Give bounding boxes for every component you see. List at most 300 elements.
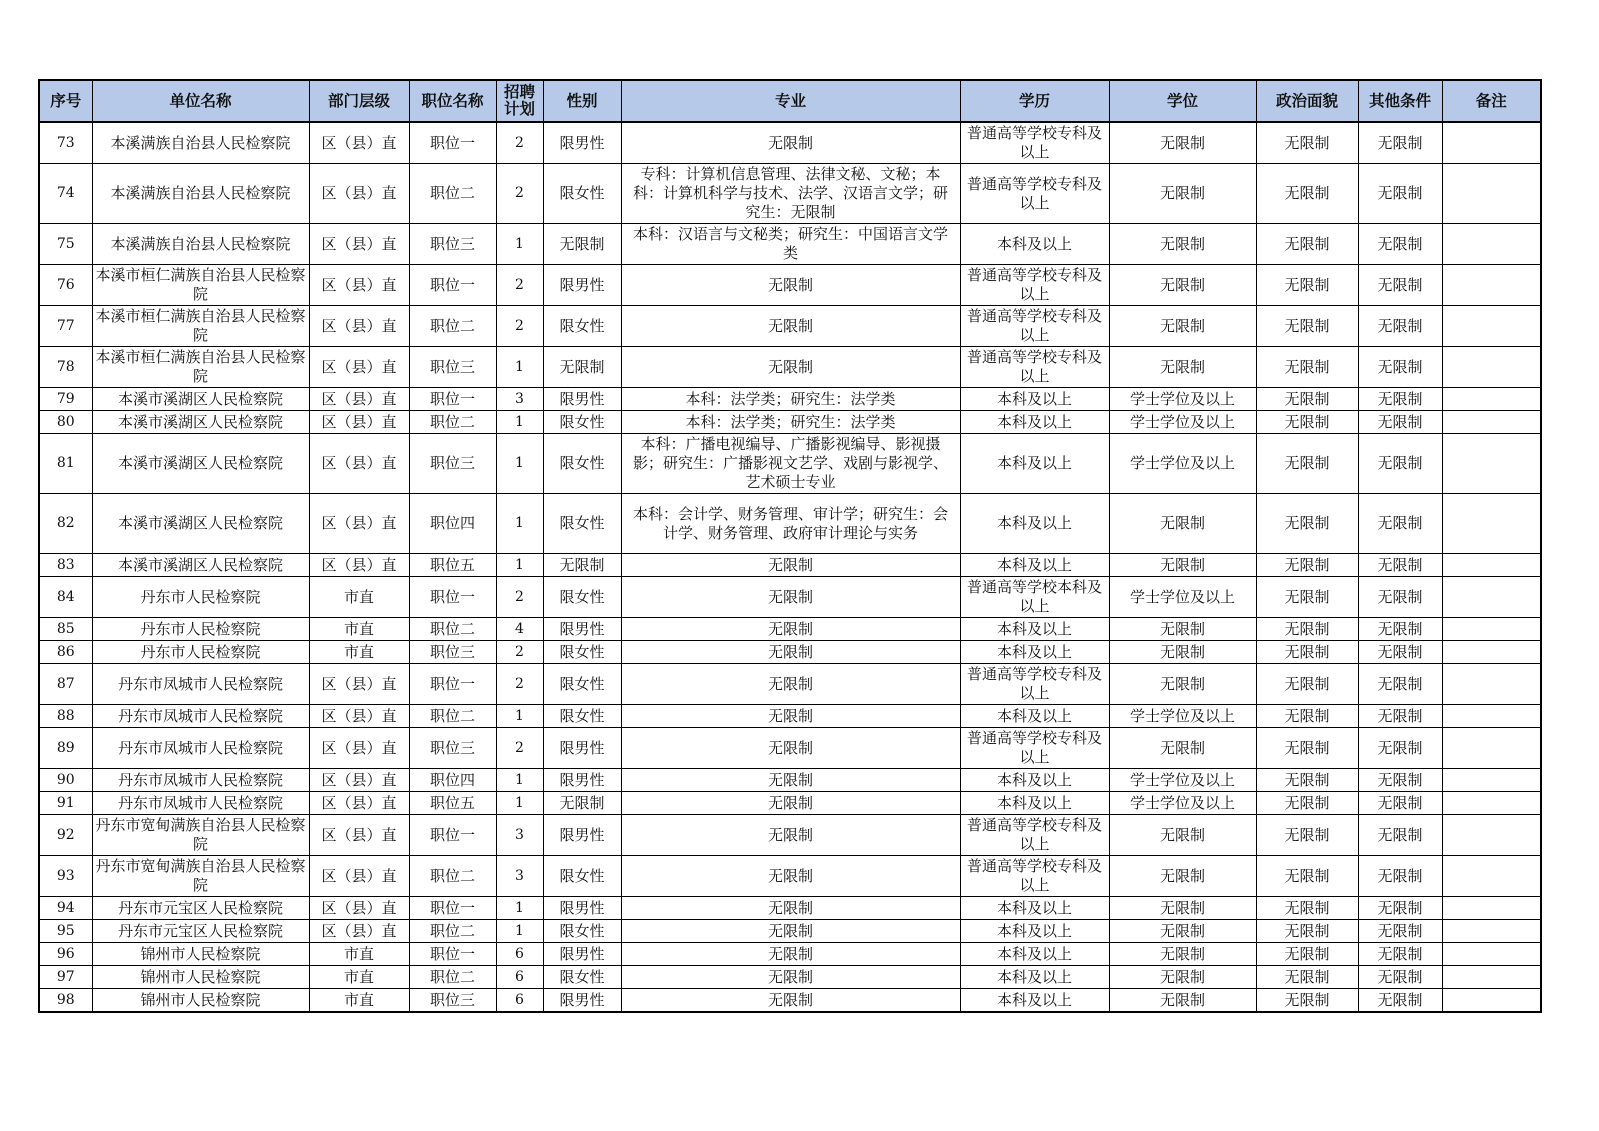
table-row — [39, 989, 1541, 1013]
cell-education: 本科及以上 — [960, 705, 1109, 728]
col-header-remark: 备注 — [1442, 80, 1541, 122]
cell-dept-level: 区（县）直 — [309, 411, 409, 434]
cell-remark — [1442, 434, 1541, 494]
cell-political: 无限制 — [1256, 618, 1358, 641]
cell-gender: 无限制 — [543, 792, 621, 815]
cell-other: 无限制 — [1358, 792, 1442, 815]
cell-education: 本科及以上 — [960, 966, 1109, 989]
cell-gender: 限男性 — [543, 388, 621, 411]
cell-education: 本科及以上 — [960, 769, 1109, 792]
cell-position: 职位二 — [409, 164, 496, 224]
cell-education: 普通高等学校专科及以上 — [960, 265, 1109, 306]
cell-index: 83 — [39, 554, 92, 577]
cell-position: 职位三 — [409, 989, 496, 1013]
cell-major: 本科：汉语言与文秘类；研究生：中国语言文学类 — [621, 224, 960, 265]
cell-position: 职位三 — [409, 728, 496, 769]
cell-remark — [1442, 989, 1541, 1013]
cell-quota: 2 — [496, 164, 543, 224]
col-header-level: 部门层级 — [309, 80, 409, 122]
cell-education: 本科及以上 — [960, 494, 1109, 554]
cell-quota: 3 — [496, 815, 543, 856]
cell-unit-name: 锦州市人民检察院 — [92, 989, 309, 1013]
cell-degree: 无限制 — [1109, 224, 1256, 265]
cell-unit-name: 本溪市桓仁满族自治县人民检察院 — [92, 347, 309, 388]
cell-major: 无限制 — [621, 966, 960, 989]
cell-education: 本科及以上 — [960, 434, 1109, 494]
cell-political: 无限制 — [1256, 769, 1358, 792]
cell-dept-level: 区（县）直 — [309, 388, 409, 411]
cell-remark — [1442, 966, 1541, 989]
cell-degree: 无限制 — [1109, 728, 1256, 769]
cell-education: 普通高等学校专科及以上 — [960, 664, 1109, 705]
cell-education: 普通高等学校专科及以上 — [960, 815, 1109, 856]
table-row — [39, 943, 1541, 966]
cell-index: 97 — [39, 966, 92, 989]
table-row — [39, 347, 1541, 388]
cell-degree: 无限制 — [1109, 856, 1256, 897]
cell-dept-level: 区（县）直 — [309, 920, 409, 943]
recruitment-table — [38, 79, 1542, 1013]
cell-index: 73 — [39, 122, 92, 164]
cell-remark — [1442, 641, 1541, 664]
cell-remark — [1442, 306, 1541, 347]
cell-quota: 1 — [496, 897, 543, 920]
cell-position: 职位一 — [409, 265, 496, 306]
cell-gender: 限女性 — [543, 641, 621, 664]
cell-index: 94 — [39, 897, 92, 920]
cell-other: 无限制 — [1358, 265, 1442, 306]
table-row — [39, 122, 1541, 164]
cell-other: 无限制 — [1358, 434, 1442, 494]
cell-quota: 2 — [496, 728, 543, 769]
cell-unit-name: 丹东市凤城市人民检察院 — [92, 792, 309, 815]
cell-index: 77 — [39, 306, 92, 347]
cell-political: 无限制 — [1256, 265, 1358, 306]
cell-dept-level: 区（县）直 — [309, 224, 409, 265]
cell-gender: 限男性 — [543, 989, 621, 1013]
cell-quota: 1 — [496, 769, 543, 792]
cell-degree: 无限制 — [1109, 664, 1256, 705]
cell-political: 无限制 — [1256, 164, 1358, 224]
cell-other: 无限制 — [1358, 641, 1442, 664]
cell-major: 本科：广播电视编导、广播影视编导、影视摄影；研究生：广播影视文艺学、戏剧与影视学、艺术硕士专业 — [621, 434, 960, 494]
cell-unit-name: 本溪满族自治县人民检察院 — [92, 122, 309, 164]
table-row — [39, 434, 1541, 494]
cell-remark — [1442, 265, 1541, 306]
cell-quota: 2 — [496, 577, 543, 618]
cell-education: 普通高等学校专科及以上 — [960, 728, 1109, 769]
cell-dept-level: 区（县）直 — [309, 897, 409, 920]
cell-political: 无限制 — [1256, 306, 1358, 347]
cell-gender: 限男性 — [543, 728, 621, 769]
cell-remark — [1442, 920, 1541, 943]
cell-unit-name: 本溪市溪湖区人民检察院 — [92, 411, 309, 434]
cell-other: 无限制 — [1358, 897, 1442, 920]
cell-degree: 无限制 — [1109, 815, 1256, 856]
cell-dept-level: 区（县）直 — [309, 122, 409, 164]
cell-political: 无限制 — [1256, 897, 1358, 920]
cell-major: 本科：法学类；研究生：法学类 — [621, 411, 960, 434]
cell-other: 无限制 — [1358, 164, 1442, 224]
cell-index: 86 — [39, 641, 92, 664]
cell-gender: 限女性 — [543, 434, 621, 494]
cell-gender: 限男性 — [543, 943, 621, 966]
cell-index: 98 — [39, 989, 92, 1013]
cell-dept-level: 区（县）直 — [309, 792, 409, 815]
cell-education: 本科及以上 — [960, 411, 1109, 434]
cell-major: 本科：法学类；研究生：法学类 — [621, 388, 960, 411]
cell-position: 职位五 — [409, 554, 496, 577]
cell-major: 无限制 — [621, 856, 960, 897]
cell-gender: 限女性 — [543, 920, 621, 943]
cell-other: 无限制 — [1358, 347, 1442, 388]
cell-dept-level: 区（县）直 — [309, 705, 409, 728]
cell-degree: 无限制 — [1109, 306, 1256, 347]
cell-other: 无限制 — [1358, 728, 1442, 769]
table-row — [39, 664, 1541, 705]
cell-other: 无限制 — [1358, 388, 1442, 411]
cell-dept-level: 市直 — [309, 966, 409, 989]
cell-education: 本科及以上 — [960, 618, 1109, 641]
cell-remark — [1442, 224, 1541, 265]
cell-political: 无限制 — [1256, 554, 1358, 577]
cell-remark — [1442, 815, 1541, 856]
cell-position: 职位二 — [409, 856, 496, 897]
cell-degree: 无限制 — [1109, 641, 1256, 664]
cell-major: 无限制 — [621, 664, 960, 705]
table-row — [39, 224, 1541, 265]
cell-education: 普通高等学校专科及以上 — [960, 856, 1109, 897]
cell-dept-level: 区（县）直 — [309, 815, 409, 856]
cell-position: 职位一 — [409, 815, 496, 856]
cell-unit-name: 丹东市人民检察院 — [92, 641, 309, 664]
cell-index: 80 — [39, 411, 92, 434]
col-header-unit: 单位名称 — [92, 80, 309, 122]
cell-major: 无限制 — [621, 769, 960, 792]
cell-education: 本科及以上 — [960, 920, 1109, 943]
cell-gender: 限女性 — [543, 577, 621, 618]
cell-education: 普通高等学校专科及以上 — [960, 164, 1109, 224]
cell-unit-name: 丹东市人民检察院 — [92, 577, 309, 618]
col-header-position: 职位名称 — [409, 80, 496, 122]
cell-gender: 无限制 — [543, 224, 621, 265]
cell-education: 本科及以上 — [960, 641, 1109, 664]
cell-unit-name: 本溪市桓仁满族自治县人民检察院 — [92, 306, 309, 347]
table-row — [39, 265, 1541, 306]
cell-position: 职位一 — [409, 577, 496, 618]
cell-major: 无限制 — [621, 347, 960, 388]
col-header-quota: 招聘计划 — [496, 80, 543, 122]
cell-quota: 2 — [496, 664, 543, 705]
cell-unit-name: 本溪满族自治县人民检察院 — [92, 224, 309, 265]
cell-quota: 6 — [496, 989, 543, 1013]
cell-major: 无限制 — [621, 705, 960, 728]
cell-index: 85 — [39, 618, 92, 641]
cell-remark — [1442, 494, 1541, 554]
cell-quota: 3 — [496, 388, 543, 411]
cell-remark — [1442, 728, 1541, 769]
cell-remark — [1442, 347, 1541, 388]
cell-major: 无限制 — [621, 989, 960, 1013]
cell-quota: 1 — [496, 411, 543, 434]
cell-other: 无限制 — [1358, 815, 1442, 856]
cell-gender: 限男性 — [543, 769, 621, 792]
table-row — [39, 577, 1541, 618]
cell-quota: 6 — [496, 943, 543, 966]
cell-remark — [1442, 664, 1541, 705]
cell-other: 无限制 — [1358, 306, 1442, 347]
cell-political: 无限制 — [1256, 815, 1358, 856]
cell-index: 89 — [39, 728, 92, 769]
cell-degree: 无限制 — [1109, 966, 1256, 989]
cell-dept-level: 区（县）直 — [309, 494, 409, 554]
cell-other: 无限制 — [1358, 920, 1442, 943]
cell-index: 82 — [39, 494, 92, 554]
cell-political: 无限制 — [1256, 856, 1358, 897]
cell-remark — [1442, 554, 1541, 577]
col-header-index: 序号 — [39, 80, 92, 122]
table-row — [39, 494, 1541, 554]
cell-gender: 无限制 — [543, 554, 621, 577]
cell-position: 职位二 — [409, 966, 496, 989]
cell-dept-level: 区（县）直 — [309, 306, 409, 347]
cell-unit-name: 锦州市人民检察院 — [92, 943, 309, 966]
cell-gender: 限男性 — [543, 897, 621, 920]
cell-position: 职位二 — [409, 411, 496, 434]
cell-gender: 限女性 — [543, 856, 621, 897]
cell-dept-level: 区（县）直 — [309, 554, 409, 577]
cell-remark — [1442, 705, 1541, 728]
cell-position: 职位一 — [409, 388, 496, 411]
cell-other: 无限制 — [1358, 769, 1442, 792]
cell-index: 95 — [39, 920, 92, 943]
cell-political: 无限制 — [1256, 943, 1358, 966]
cell-degree: 无限制 — [1109, 943, 1256, 966]
cell-other: 无限制 — [1358, 122, 1442, 164]
table-row — [39, 641, 1541, 664]
table-row — [39, 618, 1541, 641]
cell-remark — [1442, 388, 1541, 411]
table-row — [39, 966, 1541, 989]
cell-position: 职位四 — [409, 769, 496, 792]
cell-position: 职位四 — [409, 494, 496, 554]
cell-major: 无限制 — [621, 728, 960, 769]
cell-degree: 无限制 — [1109, 164, 1256, 224]
cell-index: 84 — [39, 577, 92, 618]
cell-major: 无限制 — [621, 306, 960, 347]
cell-remark — [1442, 122, 1541, 164]
cell-index: 75 — [39, 224, 92, 265]
cell-gender: 限男性 — [543, 815, 621, 856]
cell-political: 无限制 — [1256, 664, 1358, 705]
cell-education: 本科及以上 — [960, 897, 1109, 920]
cell-political: 无限制 — [1256, 728, 1358, 769]
cell-education: 本科及以上 — [960, 224, 1109, 265]
cell-major: 专科：计算机信息管理、法律文秘、文秘；本科：计算机科学与技术、法学、汉语言文学；研究生：无限制 — [621, 164, 960, 224]
cell-dept-level: 市直 — [309, 641, 409, 664]
cell-gender: 限女性 — [543, 411, 621, 434]
table-row — [39, 792, 1541, 815]
cell-major: 无限制 — [621, 641, 960, 664]
cell-major: 无限制 — [621, 792, 960, 815]
cell-political: 无限制 — [1256, 966, 1358, 989]
cell-dept-level: 区（县）直 — [309, 265, 409, 306]
cell-index: 79 — [39, 388, 92, 411]
cell-position: 职位三 — [409, 224, 496, 265]
cell-quota: 1 — [496, 434, 543, 494]
cell-quota: 2 — [496, 122, 543, 164]
cell-position: 职位三 — [409, 641, 496, 664]
cell-gender: 限男性 — [543, 265, 621, 306]
cell-political: 无限制 — [1256, 224, 1358, 265]
cell-education: 普通高等学校专科及以上 — [960, 306, 1109, 347]
cell-education: 本科及以上 — [960, 943, 1109, 966]
cell-unit-name: 丹东市元宝区人民检察院 — [92, 920, 309, 943]
cell-political: 无限制 — [1256, 792, 1358, 815]
cell-dept-level: 区（县）直 — [309, 664, 409, 705]
table-row — [39, 897, 1541, 920]
cell-remark — [1442, 769, 1541, 792]
cell-remark — [1442, 618, 1541, 641]
cell-position: 职位二 — [409, 306, 496, 347]
cell-political: 无限制 — [1256, 920, 1358, 943]
table-row — [39, 411, 1541, 434]
cell-index: 91 — [39, 792, 92, 815]
cell-position: 职位一 — [409, 122, 496, 164]
cell-unit-name: 本溪市溪湖区人民检察院 — [92, 554, 309, 577]
cell-unit-name: 丹东市人民检察院 — [92, 618, 309, 641]
table-row — [39, 306, 1541, 347]
cell-remark — [1442, 792, 1541, 815]
col-header-political: 政治面貌 — [1256, 80, 1358, 122]
cell-degree: 无限制 — [1109, 122, 1256, 164]
cell-major: 本科：会计学、财务管理、审计学；研究生：会计学、财务管理、政府审计理论与实务 — [621, 494, 960, 554]
cell-education: 普通高等学校专科及以上 — [960, 122, 1109, 164]
cell-gender: 限女性 — [543, 705, 621, 728]
cell-quota: 1 — [496, 347, 543, 388]
cell-index: 96 — [39, 943, 92, 966]
cell-position: 职位二 — [409, 618, 496, 641]
cell-quota: 6 — [496, 966, 543, 989]
cell-unit-name: 丹东市凤城市人民检察院 — [92, 728, 309, 769]
cell-political: 无限制 — [1256, 122, 1358, 164]
cell-remark — [1442, 897, 1541, 920]
cell-political: 无限制 — [1256, 577, 1358, 618]
cell-position: 职位一 — [409, 943, 496, 966]
cell-remark — [1442, 856, 1541, 897]
cell-unit-name: 本溪市桓仁满族自治县人民检察院 — [92, 265, 309, 306]
cell-position: 职位一 — [409, 664, 496, 705]
cell-index: 87 — [39, 664, 92, 705]
cell-degree: 学士学位及以上 — [1109, 792, 1256, 815]
cell-position: 职位二 — [409, 705, 496, 728]
header-row — [39, 80, 1541, 122]
cell-political: 无限制 — [1256, 434, 1358, 494]
cell-major: 无限制 — [621, 554, 960, 577]
cell-index: 90 — [39, 769, 92, 792]
table-body — [39, 122, 1541, 1012]
cell-degree: 无限制 — [1109, 897, 1256, 920]
cell-other: 无限制 — [1358, 966, 1442, 989]
cell-other: 无限制 — [1358, 705, 1442, 728]
cell-other: 无限制 — [1358, 989, 1442, 1013]
cell-dept-level: 区（县）直 — [309, 434, 409, 494]
cell-quota: 1 — [496, 554, 543, 577]
cell-degree: 无限制 — [1109, 920, 1256, 943]
cell-unit-name: 本溪市溪湖区人民检察院 — [92, 388, 309, 411]
cell-remark — [1442, 943, 1541, 966]
cell-quota: 1 — [496, 494, 543, 554]
table-row — [39, 856, 1541, 897]
col-header-degree: 学位 — [1109, 80, 1256, 122]
cell-degree: 无限制 — [1109, 347, 1256, 388]
cell-other: 无限制 — [1358, 224, 1442, 265]
cell-other: 无限制 — [1358, 618, 1442, 641]
cell-dept-level: 市直 — [309, 943, 409, 966]
cell-gender: 限女性 — [543, 966, 621, 989]
cell-index: 92 — [39, 815, 92, 856]
cell-unit-name: 丹东市凤城市人民检察院 — [92, 705, 309, 728]
cell-quota: 1 — [496, 705, 543, 728]
cell-education: 本科及以上 — [960, 792, 1109, 815]
cell-index: 93 — [39, 856, 92, 897]
cell-dept-level: 区（县）直 — [309, 769, 409, 792]
cell-gender: 限男性 — [543, 122, 621, 164]
cell-political: 无限制 — [1256, 494, 1358, 554]
cell-other: 无限制 — [1358, 494, 1442, 554]
cell-major: 无限制 — [621, 815, 960, 856]
cell-degree: 无限制 — [1109, 494, 1256, 554]
cell-major: 无限制 — [621, 122, 960, 164]
cell-political: 无限制 — [1256, 347, 1358, 388]
cell-remark — [1442, 164, 1541, 224]
cell-degree: 无限制 — [1109, 554, 1256, 577]
cell-degree: 无限制 — [1109, 265, 1256, 306]
cell-major: 无限制 — [621, 618, 960, 641]
col-header-education: 学历 — [960, 80, 1109, 122]
cell-dept-level: 区（县）直 — [309, 856, 409, 897]
cell-education: 本科及以上 — [960, 388, 1109, 411]
cell-remark — [1442, 577, 1541, 618]
cell-quota: 1 — [496, 792, 543, 815]
cell-dept-level: 市直 — [309, 989, 409, 1013]
cell-major: 无限制 — [621, 897, 960, 920]
cell-quota: 1 — [496, 920, 543, 943]
cell-dept-level: 市直 — [309, 618, 409, 641]
cell-other: 无限制 — [1358, 554, 1442, 577]
table-row — [39, 769, 1541, 792]
table-row — [39, 554, 1541, 577]
table-row — [39, 815, 1541, 856]
col-header-gender: 性别 — [543, 80, 621, 122]
cell-index: 76 — [39, 265, 92, 306]
cell-political: 无限制 — [1256, 641, 1358, 664]
cell-position: 职位二 — [409, 920, 496, 943]
cell-unit-name: 本溪市溪湖区人民检察院 — [92, 494, 309, 554]
cell-major: 无限制 — [621, 920, 960, 943]
cell-education: 本科及以上 — [960, 554, 1109, 577]
cell-unit-name: 丹东市元宝区人民检察院 — [92, 897, 309, 920]
table-row — [39, 164, 1541, 224]
cell-political: 无限制 — [1256, 388, 1358, 411]
cell-index: 78 — [39, 347, 92, 388]
cell-unit-name: 丹东市宽甸满族自治县人民检察院 — [92, 856, 309, 897]
cell-quota: 2 — [496, 306, 543, 347]
col-header-other: 其他条件 — [1358, 80, 1442, 122]
cell-index: 88 — [39, 705, 92, 728]
cell-unit-name: 本溪满族自治县人民检察院 — [92, 164, 309, 224]
table-header — [39, 80, 1541, 122]
